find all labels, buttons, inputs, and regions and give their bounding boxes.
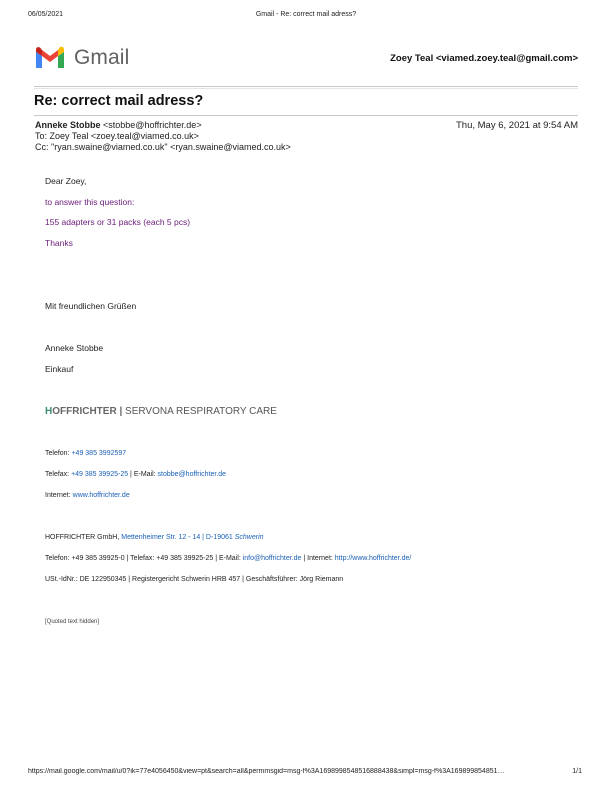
telefon-link[interactable]: +49 385 3992597 (71, 450, 127, 457)
gmail-wordmark: Gmail (74, 46, 130, 69)
company-line (45, 534, 264, 541)
info-email-link[interactable]: info@hoffrichter.de (242, 555, 302, 562)
telefax-link[interactable]: +49 385 39925-25 (71, 471, 129, 478)
city-link[interactable]: Schwerin (234, 534, 264, 541)
body-line: 155 adapters or 31 packs (each 5 pcs) (45, 217, 191, 227)
brand-name: FRICHTER (66, 406, 117, 417)
brand-letters: OF (52, 406, 67, 417)
internet-link[interactable]: www.hoffrichter.de (72, 492, 130, 499)
page-number: 1/1 (572, 768, 582, 775)
gmail-logo[interactable] (34, 44, 132, 72)
sender-name: Anneke Stobbe (35, 120, 101, 130)
message-date: Thu, May 6, 2021 at 9:54 AM (456, 120, 578, 131)
brand-separator: | (116, 406, 126, 417)
account-label: Zoey Teal <viamed.zoey.teal@gmail.com> (390, 53, 578, 64)
print-date: 06/05/2021 (28, 11, 64, 18)
divider (34, 86, 578, 87)
telefon-label: Telefon: (45, 450, 72, 457)
footer-url: https://mail.google.com/mail/u/0?ik=77e4056450&view=pt&search=all&permmsgid=msg-f%3A1698998548516888438&simpl=msg-f%3A169899854851… (28, 768, 505, 775)
cc-line: Cc: "ryan.swaine@viamed.co.uk" <ryan.swaine@viamed.co.uk> (35, 142, 291, 152)
quoted-text-toggle[interactable]: [Quoted text hidden] (45, 619, 100, 625)
gmail-icon (34, 46, 66, 70)
to-line: To: Zoey Teal <zoey.teal@viamed.co.uk> (35, 131, 199, 141)
brand-line (45, 406, 277, 417)
regards: Mit freundlichen Grüßen (45, 301, 137, 311)
brand-letter: H (45, 406, 53, 417)
body-line: to answer this question: (45, 197, 135, 207)
sender-signature-name: Anneke Stobbe (45, 343, 104, 353)
department: Einkauf (45, 364, 74, 374)
divider (34, 88, 578, 89)
internet-line (45, 492, 130, 499)
email-subject: Re: correct mail adress? (34, 93, 204, 109)
telefon-line (45, 450, 126, 457)
telefax-line (45, 471, 226, 478)
brand-tagline: SERVONA RESPIRATORY CARE (125, 406, 277, 417)
website-link[interactable]: http://www.hoffrichter.de/ (334, 555, 412, 562)
company-name: HOFFRICHTER GmbH, (45, 534, 122, 541)
sender-email: <stobbe@hoffrichter.de> (103, 120, 202, 130)
from-line (35, 120, 202, 130)
body-line: Thanks (45, 238, 73, 248)
internet-label: Internet: (45, 492, 73, 499)
contact-line (45, 555, 411, 562)
contact-text: Telefon: +49 385 39925-0 | Telefax: +49 385 39925-25 | E-Mail: (45, 555, 243, 562)
greeting: Dear Zoey, (45, 176, 87, 186)
print-title: Gmail - Re: correct mail adress? (255, 11, 357, 18)
telefax-label: Telefax: (45, 471, 72, 478)
divider (34, 115, 578, 116)
address-link[interactable]: Mettenheimer Str. 12 - 14 | D-19061 (121, 534, 235, 541)
email-link[interactable]: stobbe@hoffrichter.de (157, 471, 227, 478)
contact-separator: | Internet: (301, 555, 335, 562)
email-label: | E-Mail: (128, 471, 158, 478)
legal-line: USt.-IdNr.: DE 122950345 | Registergericht Schwerin HRB 457 | Geschäftsführer: Jörg Riemann (45, 576, 344, 583)
